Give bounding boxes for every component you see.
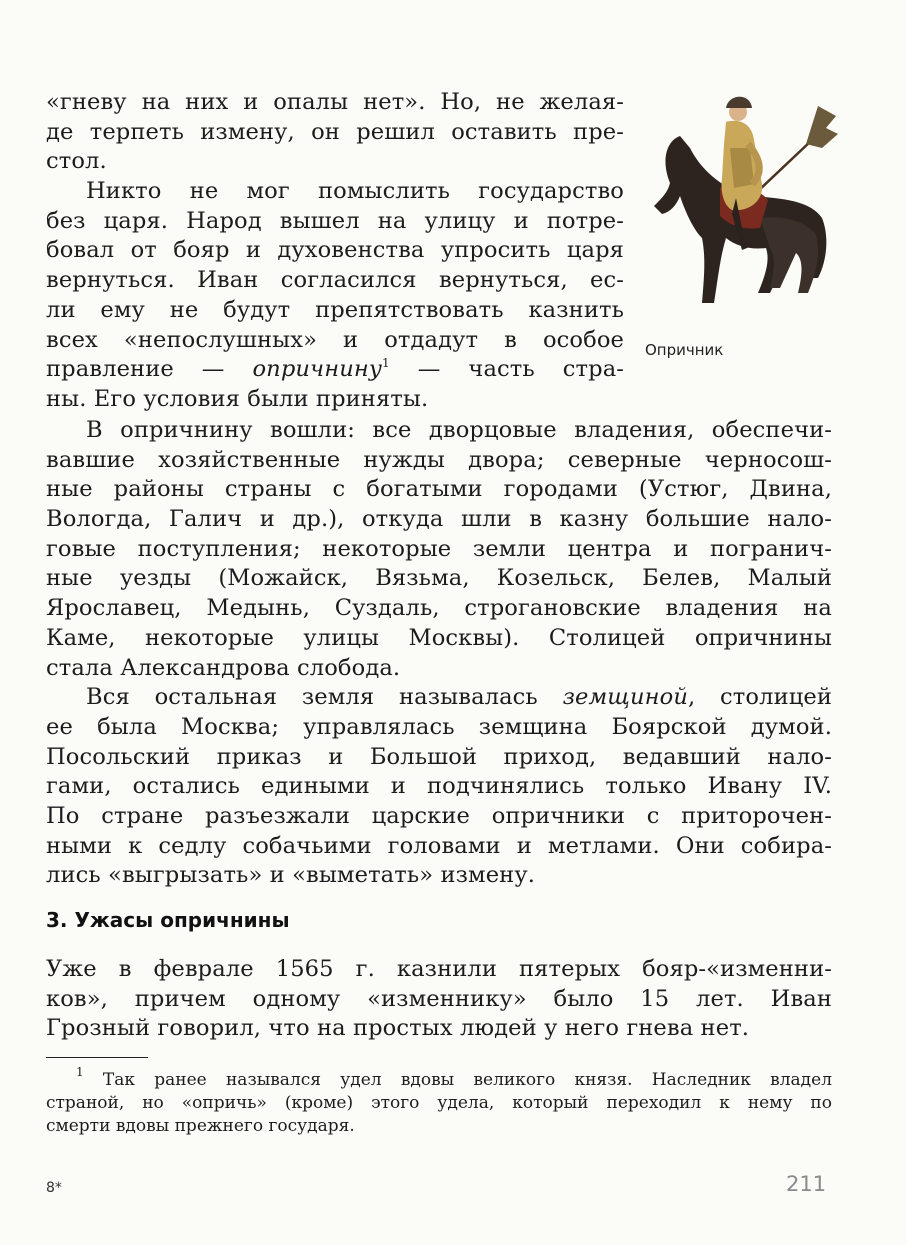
text-line: всех «непослушных» и отдадут в особое — [46, 326, 624, 353]
text-line: стала Александрова слобода. — [46, 654, 401, 681]
figure-caption: Опричник — [645, 341, 724, 359]
footnote-marker: 1 — [76, 1065, 84, 1079]
text-line: лись «выгрызать» и «выметать» измену. — [46, 862, 536, 889]
paragraphs-main — [46, 416, 832, 891]
text-line: правление — опричнину$^1$ — часть стра- — [46, 356, 624, 383]
footnote-divider — [46, 1057, 148, 1058]
term-zemshchina: земщиной — [562, 684, 689, 711]
text-line: де терпеть измену, он решил оставить пре- — [46, 118, 624, 145]
text-line: стол. — [46, 148, 107, 175]
footnote-line: смерти вдовы прежнего государя. — [46, 1116, 355, 1136]
text-line: Вологда, Галич и др.), откуда шли в казну большие нало- — [46, 506, 832, 533]
text-line: ные уезды (Можайск, Вязьма, Козельск, Белев, Малый — [46, 565, 832, 592]
footnote-ref[interactable]: 1 — [382, 356, 390, 371]
text-line: Ярославец, Медынь, Суздаль, строгановские владения на — [46, 595, 832, 622]
horseman-icon — [640, 88, 840, 310]
text-line: Посольский приказ и Большой приход, ведавший нало- — [46, 743, 832, 770]
footnote-line: $^1$ Так ранее назывался удел вдовы великого князя. Наследник владел — [76, 1065, 832, 1090]
text-line: ными к седлу собачьими головами и метлами. Они собира- — [46, 832, 832, 859]
section-paragraph — [46, 955, 832, 1044]
text-line: В опричнину вошли: все дворцовые владения, обеспечи- — [86, 417, 832, 443]
printer-signature: 8* — [46, 1180, 62, 1196]
footnote — [46, 1065, 832, 1138]
text-line: гами, остались едиными и подчинялись только Ивану IV. — [46, 773, 832, 800]
section-heading: 3. Ужасы опричнины — [46, 908, 290, 932]
text-line: Каме, некоторые улицы Москвы). Столицей опричнины — [46, 624, 832, 651]
footnote-line: страной, но «опричь» (кроме) этого удела, который переходил к нему по — [46, 1093, 832, 1113]
text-line: бовал от бояр и духовенства упросить царя — [46, 237, 624, 264]
text-line: вернуться. Иван согласился вернуться, ес- — [46, 267, 624, 294]
lead-paragraphs — [46, 88, 624, 415]
page-number: 211 — [786, 1172, 827, 1196]
text-line: без царя. Народ вышел на улицу и потре- — [46, 207, 624, 234]
text-line: говые поступления; некоторые земли центра и погранич- — [46, 535, 832, 562]
text-line: Грозный говорил, что на простых людей у него гнева нет. — [46, 1015, 750, 1042]
text-line: вавшие хозяйственные нужды двора; северные черносош- — [46, 446, 832, 473]
text-line: ли ему не будут препятствовать казнить — [46, 296, 624, 323]
text-line: Вся остальная земля называлась земщиной, столицей — [86, 684, 832, 711]
text-line: ные районы страны с богатыми городами (Устюг, Двина, — [46, 476, 832, 503]
text-line: ны. Его условия были приняты. — [46, 385, 429, 412]
text-line: По стране разъезжали царские опричники с приторочен- — [46, 802, 832, 829]
text-line: «гневу на них и опалы нет». Но, не желая- — [46, 89, 624, 115]
text-line: ков», причем одному «изменнику» было 15 лет. Иван — [46, 985, 832, 1012]
term-oprichnina: опричнину — [252, 356, 383, 383]
text-line: Уже в феврале 1565 г. казнили пятерых бояр-«изменни- — [46, 956, 832, 982]
oprichnik-illustration — [640, 88, 840, 310]
text-line: ее была Москва; управлялась земщина Боярской думой. — [46, 713, 832, 740]
text-line: Никто не мог помыслить государство — [86, 178, 624, 205]
